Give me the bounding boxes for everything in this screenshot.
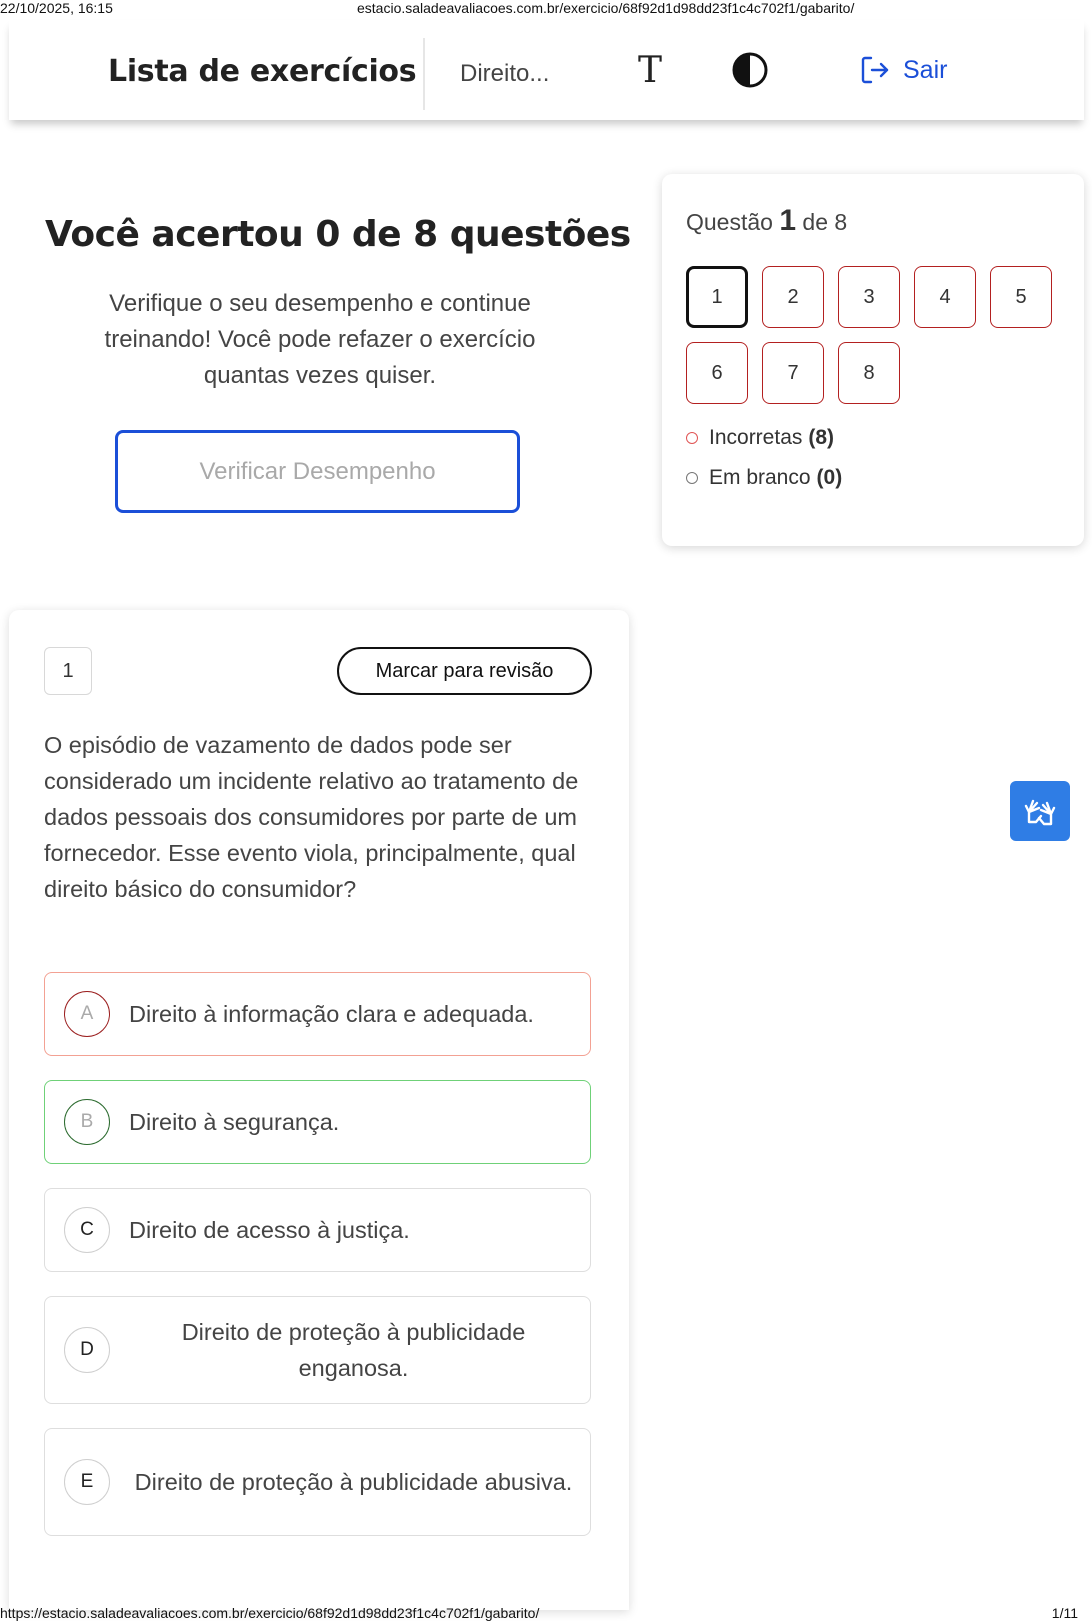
question-button-7[interactable]: 7 — [762, 342, 824, 404]
question-button-1[interactable]: 1 — [686, 266, 748, 328]
legend-incorrect-count: (8) — [808, 426, 835, 449]
option-letter: D — [64, 1327, 110, 1373]
blank-dot-icon — [686, 472, 698, 484]
print-footer — [0, 1605, 1092, 1623]
option-letter: C — [64, 1207, 110, 1253]
question-card — [9, 610, 629, 1610]
question-counter-suffix: de 8 — [802, 209, 848, 235]
option-e[interactable] — [44, 1428, 591, 1536]
option-text: Direito de proteção à publicidade enganosa. — [181, 1319, 526, 1381]
logout-icon — [859, 54, 891, 86]
question-counter-current: 1 — [779, 204, 797, 237]
print-url: estacio.saladeavaliacoes.com.br/exercicio/68f92d1d98dd23f1c4c702f1/gabarito/ — [357, 0, 855, 16]
legend-blank-count: (0) — [816, 466, 843, 489]
logout-label: Sair — [903, 55, 948, 84]
print-header — [0, 0, 1092, 18]
option-letter: E — [64, 1459, 110, 1505]
option-letter: A — [64, 991, 110, 1037]
question-counter-prefix: Questão — [686, 209, 773, 235]
legend-incorrect-label: Incorretas — [709, 426, 803, 449]
sign-language-icon — [1021, 792, 1059, 830]
contrast-icon — [730, 50, 770, 90]
question-button-4[interactable]: 4 — [914, 266, 976, 328]
option-c[interactable] — [44, 1188, 591, 1272]
print-footer-url: https://estacio.saladeavaliacoes.com.br/exercicio/68f92d1d98dd23f1c4c702f1/gabarito/ — [0, 1605, 540, 1621]
legend-blank-label: Em branco — [709, 466, 811, 489]
option-letter: B — [64, 1099, 110, 1145]
header-divider — [423, 38, 425, 110]
question-button-2[interactable]: 2 — [762, 266, 824, 328]
print-datetime: 22/10/2025, 16:15 — [0, 0, 113, 16]
sign-language-button[interactable] — [1010, 781, 1070, 841]
question-counter — [686, 204, 847, 238]
option-text: Direito de proteção à publicidade abusiva. — [134, 1469, 573, 1495]
result-text: Verifique o seu desempenho e continue treinando! Você pode refazer o exercício quantas vezes quiser. — [104, 290, 536, 389]
verify-performance-button[interactable]: Verificar Desempenho — [115, 430, 520, 513]
question-button-8[interactable]: 8 — [838, 342, 900, 404]
legend-incorrect — [686, 426, 834, 450]
incorrect-dot-icon — [686, 432, 698, 444]
contrast-button[interactable] — [730, 50, 770, 90]
option-b[interactable] — [44, 1080, 591, 1164]
question-button-5[interactable]: 5 — [990, 266, 1052, 328]
result-title: Você acertou 0 de 8 questões — [45, 214, 631, 255]
print-page-number: 1/11 — [1051, 1605, 1078, 1621]
question-text: O episódio de vazamento de dados pode ser considerado um incidente relativo ao tratamento de dados pessoais dos consumidores por parte de um fornecedor. Esse evento viola, principalmente, qual direito básico do consumidor? — [44, 732, 579, 902]
legend-blank — [686, 466, 842, 490]
option-text: Direito de acesso à justiça. — [129, 1217, 410, 1243]
option-text: Direito à segurança. — [129, 1109, 340, 1135]
font-size-button[interactable] — [630, 50, 670, 90]
course-name[interactable]: Direito... — [460, 60, 550, 87]
mark-for-review-button[interactable]: Marcar para revisão — [337, 647, 592, 695]
font-size-icon: T — [637, 49, 662, 91]
logout-button[interactable] — [859, 54, 947, 86]
option-text: Direito à informação clara e adequada. — [129, 1001, 534, 1027]
page-title: Lista de exercícios — [108, 54, 417, 89]
option-a[interactable] — [44, 972, 591, 1056]
option-d[interactable] — [44, 1296, 591, 1404]
question-button-3[interactable]: 3 — [838, 266, 900, 328]
question-number: 1 — [44, 647, 92, 695]
question-navigator — [662, 174, 1084, 546]
question-button-6[interactable]: 6 — [686, 342, 748, 404]
top-bar — [9, 20, 1084, 120]
